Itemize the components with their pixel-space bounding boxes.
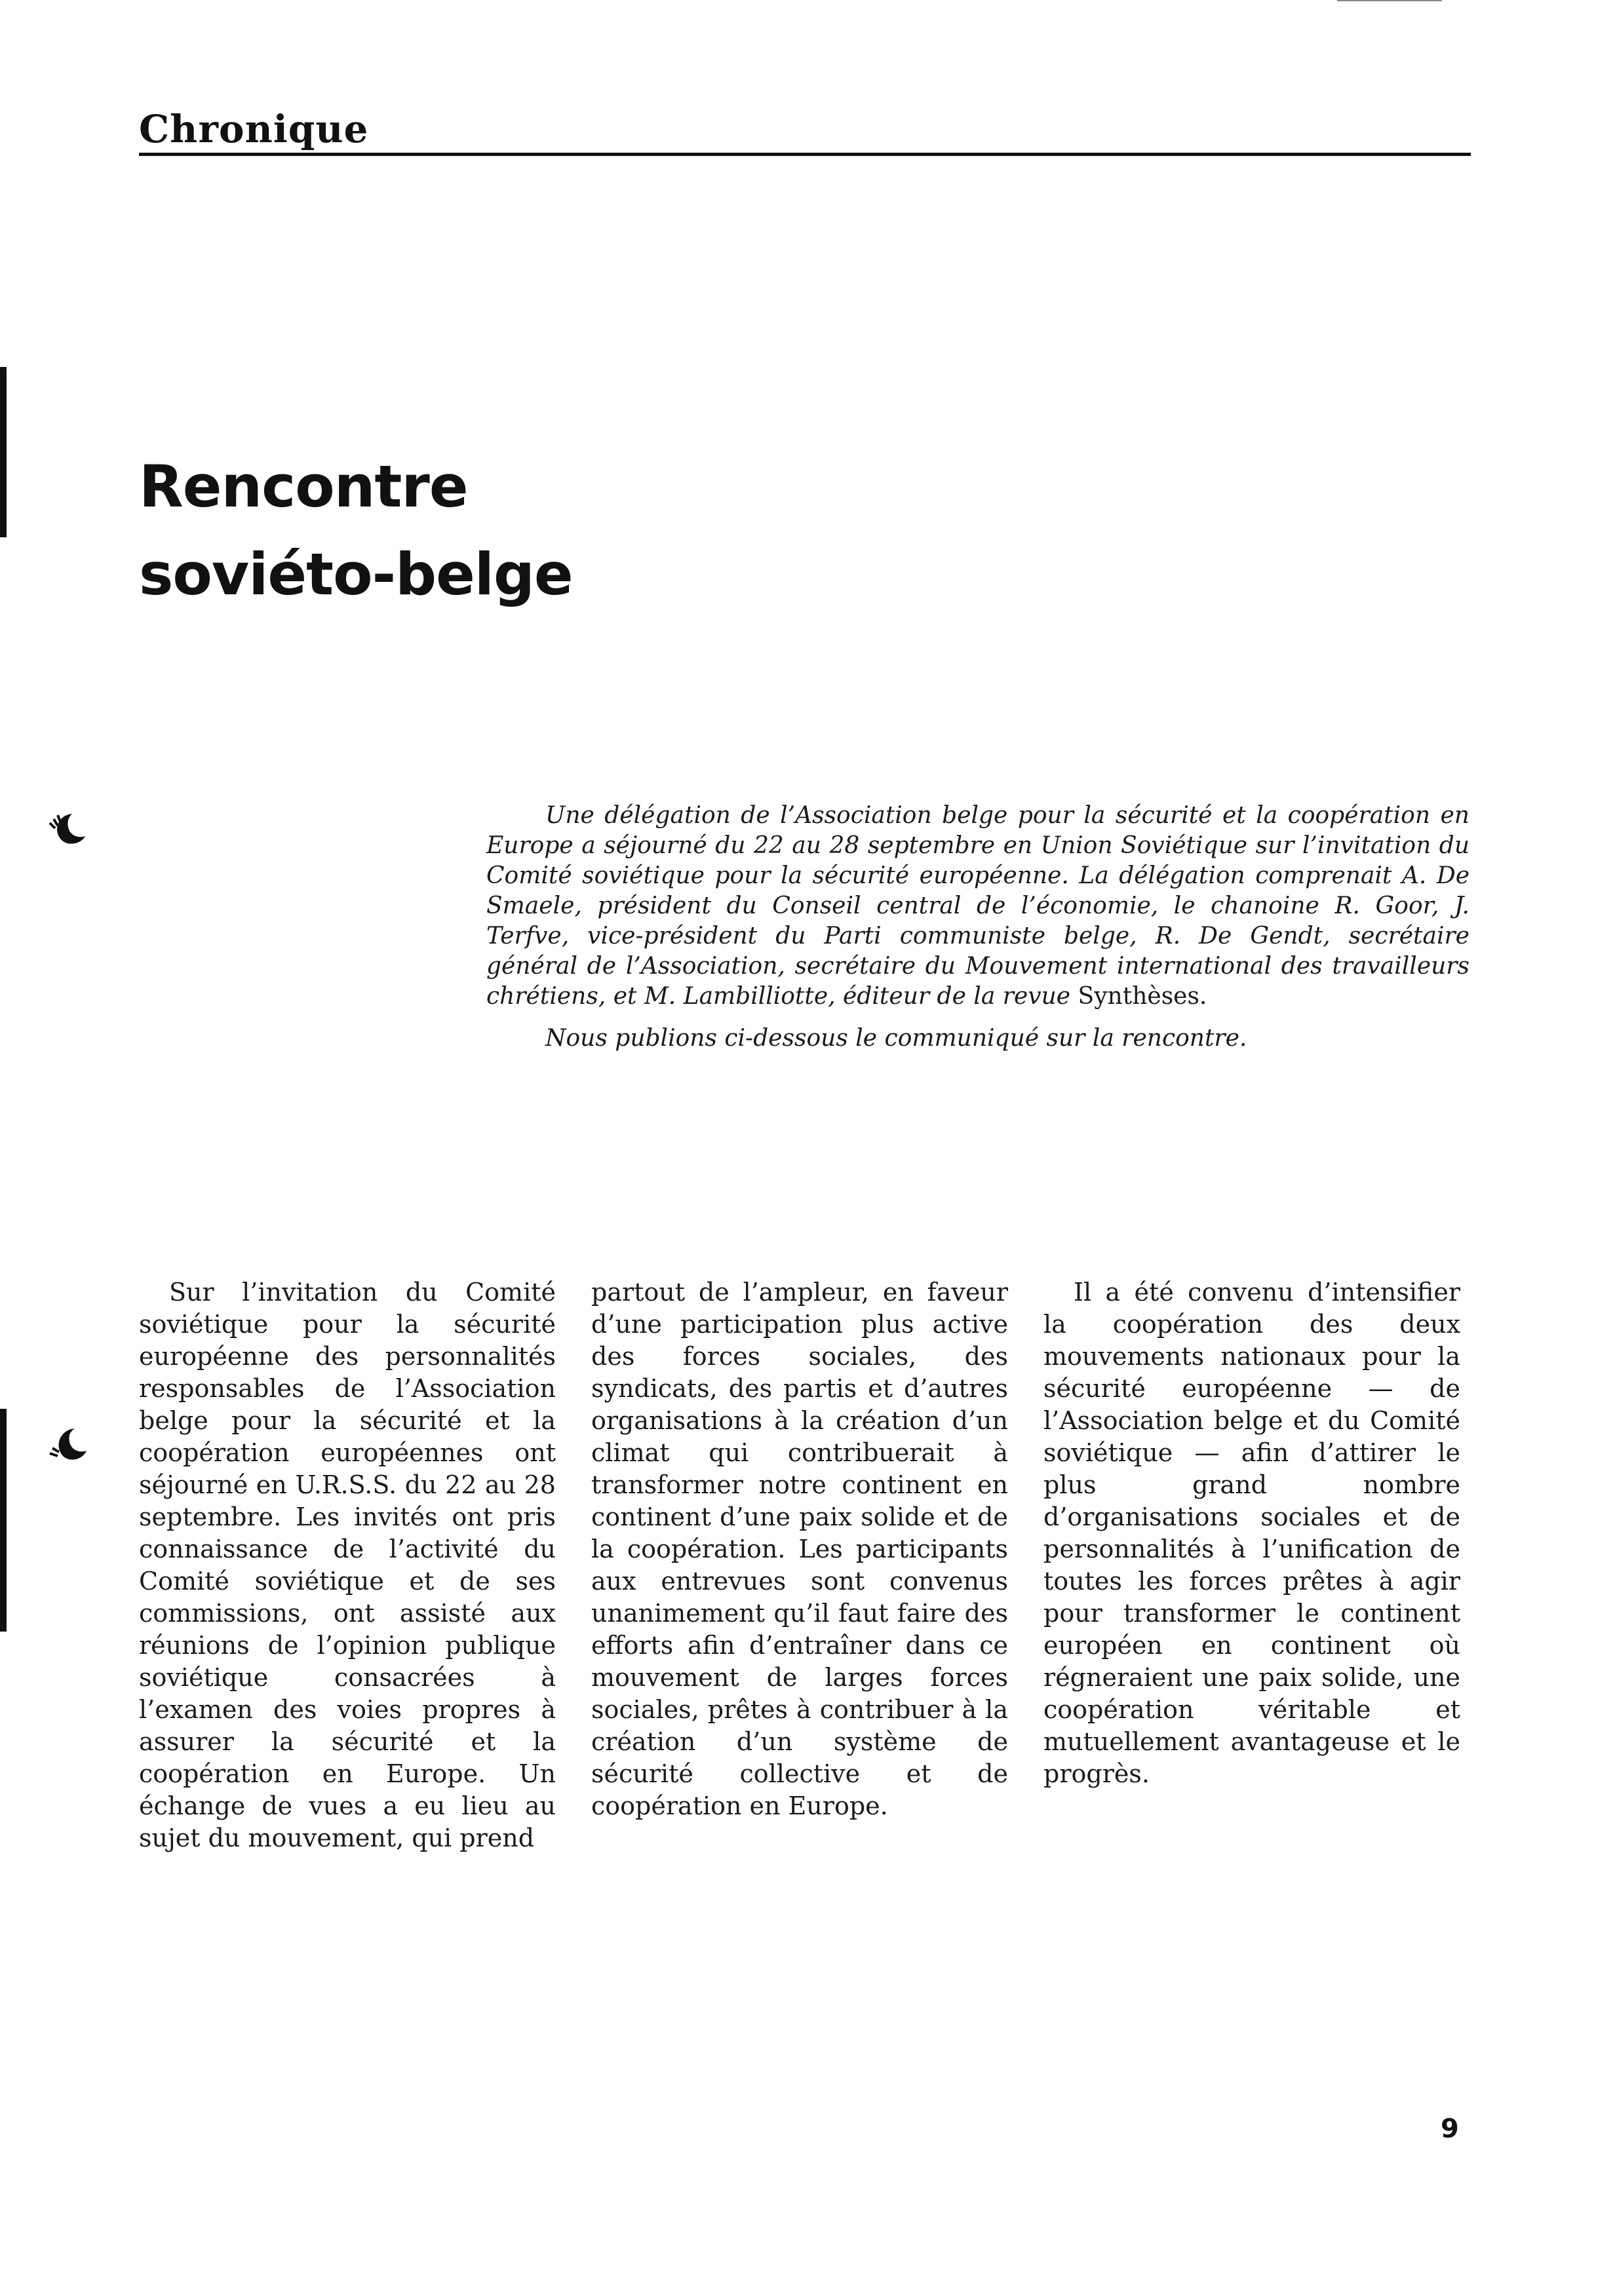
scan-top-rule — [1337, 0, 1442, 1]
scan-edge-mark — [0, 1409, 7, 1632]
page-number: 9 — [1441, 2114, 1459, 2144]
article-body — [139, 1276, 1471, 1852]
body-paragraph: Il a été convenu d’intensifier la coopération des deux mouvements nationaux pour la sécurité européenne — de l’Association belge et du Comité soviétique — afin d’attirer le plus grand nombre d’organisations sociales et de personnalités à l’unification de toutes les forces prêtes à agir pour transformer le continent européen en continent où régneraient une paix solide, une coopération véritable et mutuellement avantageuse et le progrès. — [1043, 1278, 1460, 1788]
section-rule — [139, 153, 1471, 156]
lead-journal-name: Synthèses. — [1078, 983, 1207, 1010]
body-column-3 — [1043, 1276, 1460, 1790]
body-paragraph: Sur l’invitation du Comité soviétique pour la sécurité européenne des personnalités responsables de l’Association belge pour la sécurité et la coopération européennes ont séjourné en U.R.S.S. du 22 au 28 septembre. Les invités ont pris connaissance de l’activité du Comité soviétique et de ses commissions, ont assisté aux réunions de l’opinion publique soviétique consacrées à l’examen des voies propres à assurer la sécurité et la coopération en Europe. Un échange de vues a eu lieu au sujet du mouvement, qui prend — [139, 1278, 556, 1852]
body-paragraph: partout de l’ampleur, en faveur d’une participation plus active des forces sociales, des syndicats, des partis et d’autres organisations à la création d’un climat qui contribuerait à transformer notre continent en continent d’une paix solide et de la coopération. Les participants aux entrevues sont convenus unanimement qu’il faut faire des efforts afin d’entraîner dans ce mouvement de larges forces sociales, prêtes à contribuer à la création d’un système de sécurité collective et de coopération en Europe. — [591, 1278, 1008, 1820]
article-title-line-2: soviéto-belge — [139, 541, 573, 608]
body-column-1 — [139, 1276, 556, 1854]
lead-paragraph-1-text: Une délégation de l’Association belge pour la sécurité et la coopération en Europe a séjourné du 22 au 28 septembre en Union Soviétique sur l’invitation du Comité soviétique pour la sécurité européenne. La délégation comprenait A. De Smaele, président du Conseil central de l’économie, le chanoine R. Goor, J. Terfve, vice-président du Parti communiste belge, R. De Gendt, secrétaire général de l’Association, secrétaire du Mouvement international des travailleurs chrétiens, et M. Lambilliotte, éditeur de la revue — [486, 802, 1469, 1010]
article-title-line-1: Rencontre — [139, 453, 468, 520]
body-column-2 — [591, 1276, 1008, 1822]
lead-paragraph-2: Nous publions ci-dessous le communiqué sur la rencontre. — [545, 1025, 1247, 1052]
binder-hole-mark — [46, 1422, 92, 1468]
binder-hole-mark — [46, 806, 92, 852]
section-label: Chronique — [139, 107, 369, 151]
lead-paragraph-1 — [486, 801, 1469, 1012]
article-title — [139, 443, 573, 619]
article-lead — [486, 801, 1469, 1054]
scan-edge-mark — [0, 367, 7, 537]
